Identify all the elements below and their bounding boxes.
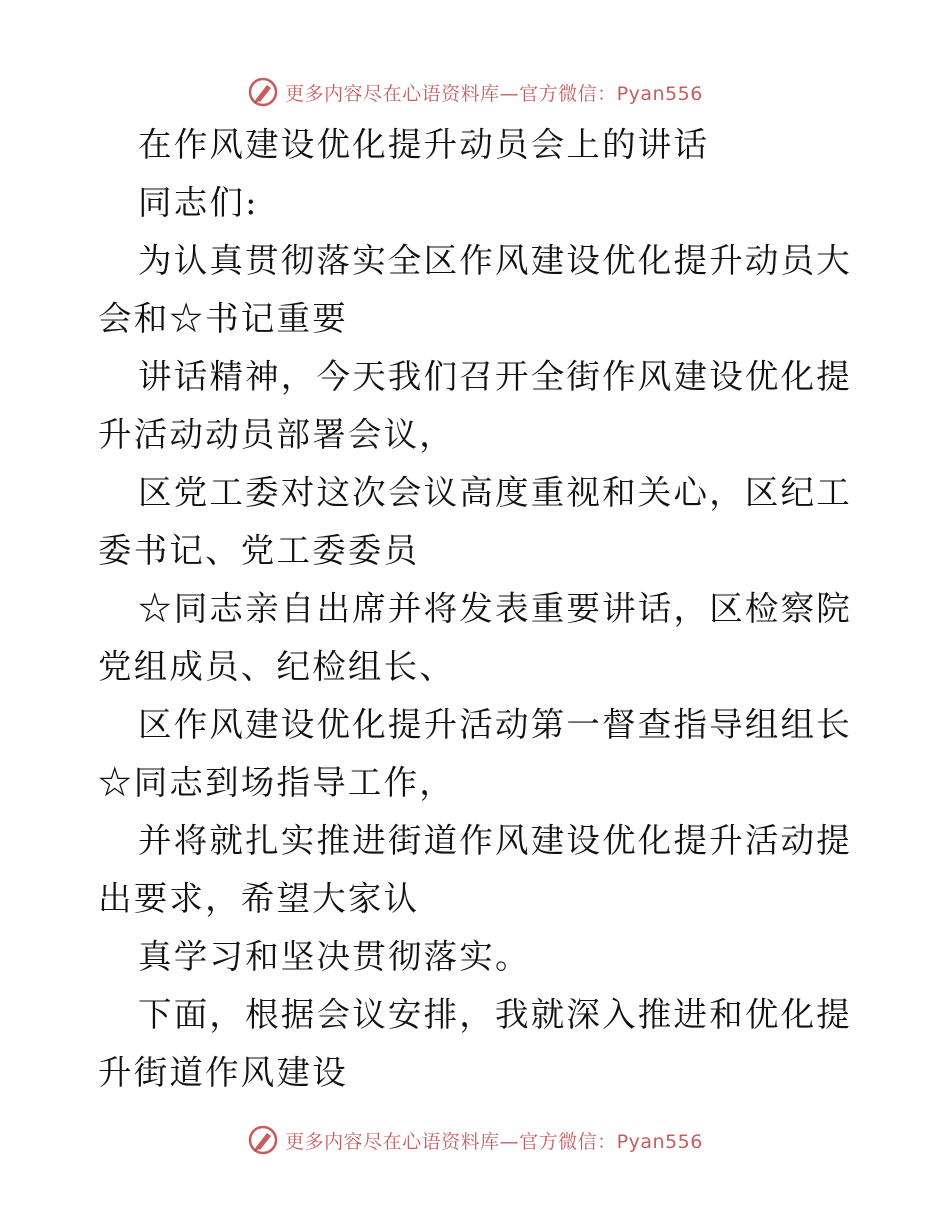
watermark-text: 更多内容尽在心语资料库—官方微信：Pyan556 <box>285 82 703 105</box>
paragraph: 区党工委对这次会议高度重视和关心，区纪工委书记、党工委委员 <box>98 473 852 570</box>
paragraph: 并将就扎实推进街道作风建设优化提升活动提出要求，希望大家认 <box>98 821 852 918</box>
watermark-text: 更多内容尽在心语资料库—官方微信：Pyan556 <box>285 1130 703 1153</box>
pen-logo-icon <box>247 76 279 108</box>
footer-watermark <box>0 1120 950 1160</box>
paragraph: 真学习和坚决贯彻落实。 <box>138 937 531 976</box>
paragraph: 讲话精神，今天我们召开全街作风建设优化提升活动动员部署会议， <box>98 357 852 454</box>
document-body <box>98 116 858 1102</box>
salutation: 同志们: <box>138 183 259 222</box>
header-watermark <box>0 72 950 112</box>
paragraph: 下面，根据会议安排，我就深入推进和优化提升街道作风建设 <box>98 995 852 1092</box>
document-title: 在作风建设优化提升动员会上的讲话 <box>138 125 710 164</box>
paragraph: 为认真贯彻落实全区作风建设优化提升动员大会和☆书记重要 <box>98 241 852 338</box>
paragraph: ☆同志亲自出席并将发表重要讲话，区检察院党组成员、纪检组长、 <box>98 589 852 686</box>
pen-logo-icon <box>247 1124 279 1156</box>
paragraph: 区作风建设优化提升活动第一督查指导组组长☆同志到场指导工作， <box>98 705 852 802</box>
